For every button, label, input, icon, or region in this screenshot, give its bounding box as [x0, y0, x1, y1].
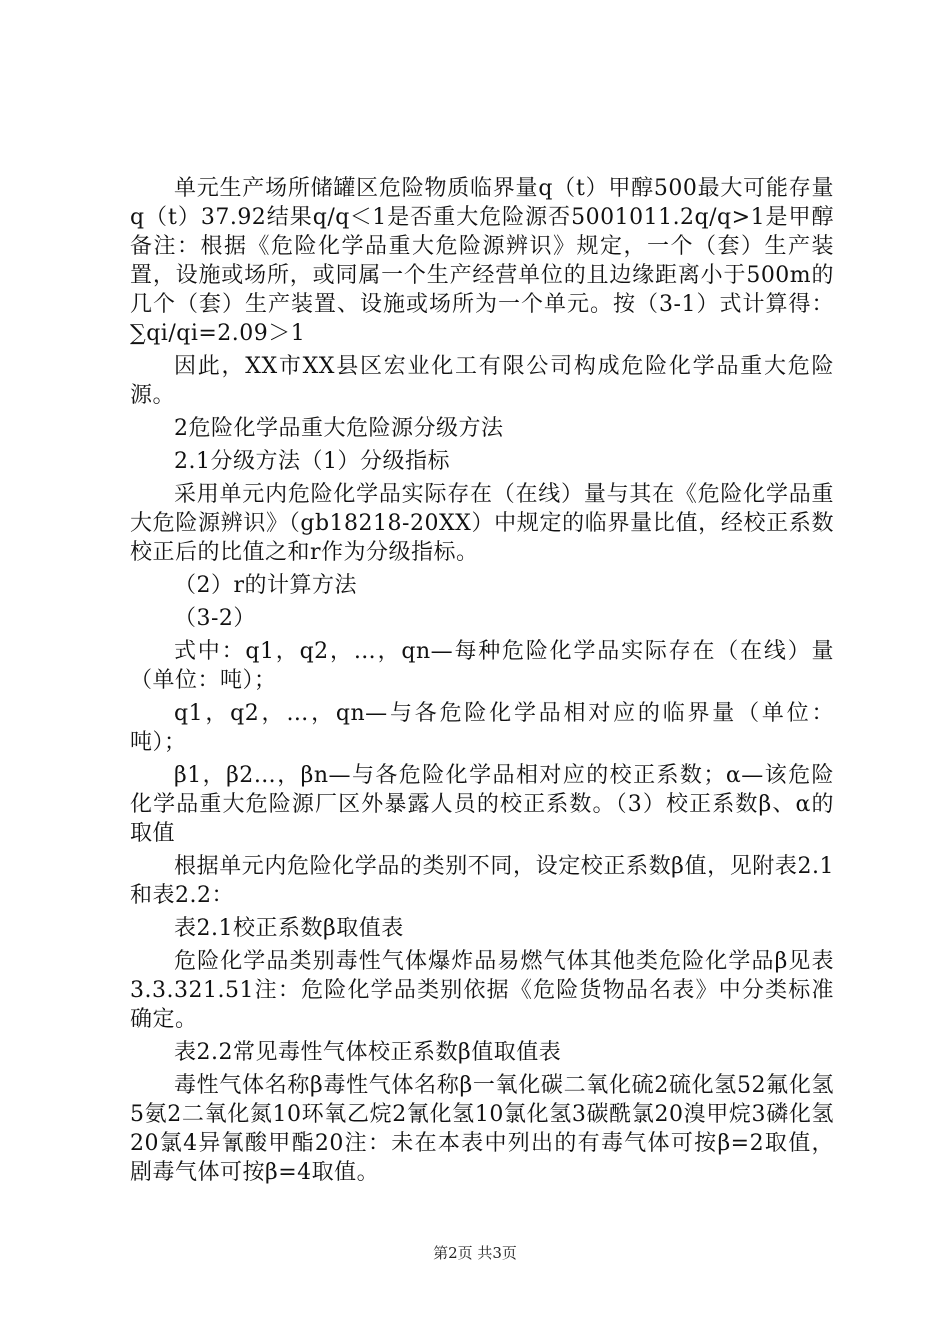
paragraph-beta-values: 根据单元内危险化学品的类别不同，设定校正系数β值，见附表2.1和表2.2：	[130, 854, 834, 908]
table-2-2-content: 毒性气体名称β毒性气体名称β一氧化碳二氧化硫2硫化氢52氟化氢5氨2二氧化氮10环氧乙烷2氰化氢10氯化氢3碳酰氯20溴甲烷3磷化氢20氯4异氰酸甲酯20注：未在本表中列出的有毒气体可按β=2取值，剧毒气体可按β=4取值。	[130, 1073, 834, 1185]
paragraph-formula-critical-definition: q1，q2，…，qn—与各危险化学品相对应的临界量（单位：吨）；	[130, 701, 834, 755]
paragraph-formula-number: （3-2）	[174, 606, 256, 631]
table-2-1-content: 危险化学品类别毒性气体爆炸品易燃气体其他类危险化学品β见表3.3.321.51注：危险化学品类别依据《危险货物品名表》中分类标准确定。	[130, 949, 834, 1032]
table-2-2-caption: 表2.2常见毒性气体校正系数β值取值表	[174, 1040, 562, 1065]
document-body	[130, 174, 834, 1187]
paragraph-grading-index: 采用单元内危险化学品实际存在（在线）量与其在《危险化学品重大危险源辨识》（gb18218-20XX）中规定的临界量比值，经校正系数校正后的比值之和r作为分级指标。	[130, 482, 834, 565]
paragraph-r-calculation-heading: （2）r的计算方法	[174, 573, 358, 598]
subsection-heading-grading-index: 2.1分级方法（1）分级指标	[174, 449, 450, 474]
section-heading-grading-method: 2危险化学品重大危险源分级方法	[174, 416, 504, 441]
paragraph-correction-coefficients: β1，β2…，βn—与各危险化学品相对应的校正系数；α—该危险化学品重大危险源厂区外暴露人员的校正系数。（3）校正系数β、α的取值	[130, 763, 834, 846]
table-2-1-caption: 表2.1校正系数β取值表	[174, 916, 404, 941]
paragraph-unit-table: 单元生产场所储罐区危险物质临界量q（t）甲醇500最大可能存量q（t）37.92结果q/q＜1是否重大危险源否5001011.2q/q>1是甲醇备注：根据《危险化学品重大危险源辨识》规定，一个（套）生产装置，设施或场所，或同属一个生产经营单位的且边缘距离小于500m的几个（套）生产装置、设施或场所为一个单元。按（3-1）式计算得：∑qi/qi=2.09＞1	[130, 176, 834, 346]
paragraph-conclusion: 因此，XX市XX县区宏业化工有限公司构成危险化学品重大危险源。	[130, 354, 834, 408]
page-footer: 第2页 共3页	[433, 1244, 517, 1262]
paragraph-formula-q-definition: 式中：q1，q2，…，qn—每种危险化学品实际存在（在线）量（单位：吨）；	[130, 639, 834, 693]
